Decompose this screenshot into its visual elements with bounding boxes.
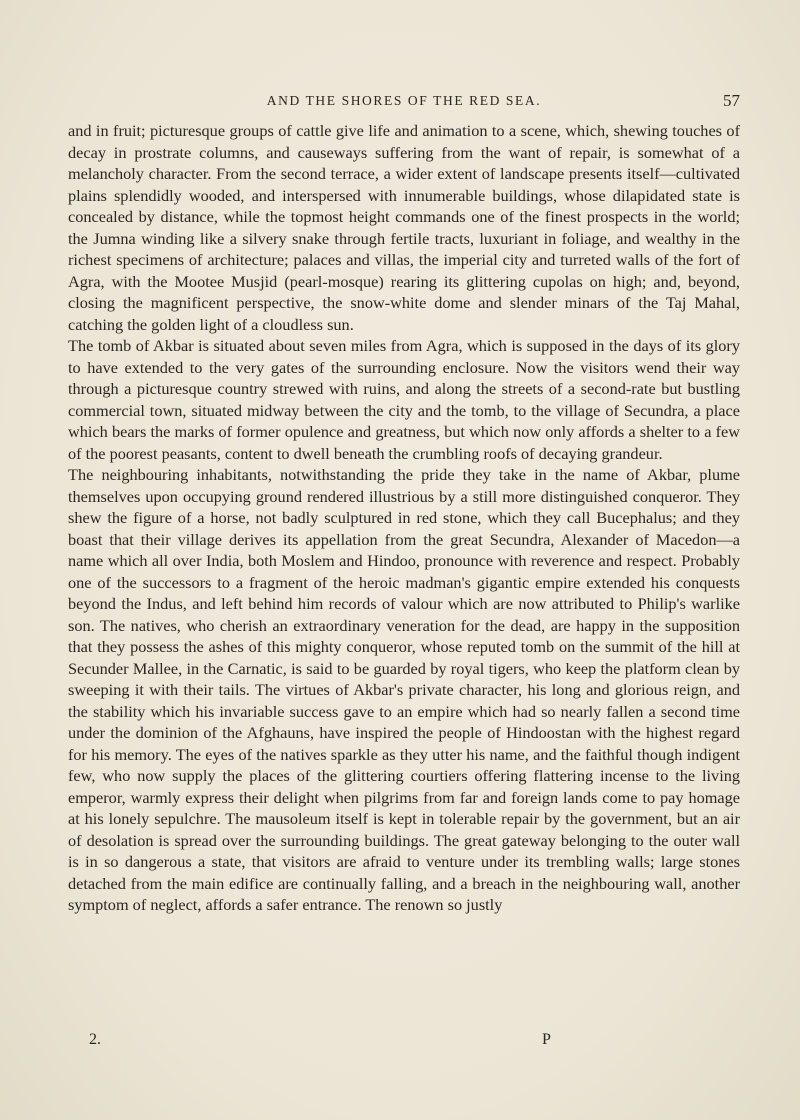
paragraph: and in fruit; picturesque groups of cattle give life and animation to a scene, which, shewing touches of decay in prostrate columns, and causeways suffering from the want of repair, is somewhat of a melancholy character. From the second terrace, a wider extent of landscape presents itself—cultivated plains splendidly wooded, and interspersed with innumerable buildings, whose dilapidated state is concealed by distance, while the topmost height commands one of the finest prospects in the world; the Jumna winding like a silvery snake through fertile tracts, luxuriant in foliage, and wealthy in the richest specimens of architecture; palaces and villas, the imperial city and turreted walls of the fort of Agra, with the Mootee Musjid (pearl-mosque) rearing its glittering cupolas on high; and, beyond, closing the magnificent perspective, the snow-white dome and slender minars of the Taj Mahal, catching the golden light of a cloudless sun. xyxy=(68,121,740,334)
page-header xyxy=(68,93,740,113)
volume-mark: 2. xyxy=(89,1031,101,1048)
signature-mark: P xyxy=(542,1031,551,1048)
running-title: AND THE SHORES OF THE RED SEA. xyxy=(266,93,542,108)
body-text xyxy=(68,120,740,916)
signature-line xyxy=(89,1031,739,1053)
paragraph: The neighbouring inhabitants, notwithstanding the pride they take in the name of Akbar, plume themselves upon occupying ground rendered illustrious by a still more distinguished conqueror. They shew the figure of a horse, not badly sculptured in red stone, which they call Bucephalus; and they boast that their village derives its appellation from the great Secundra, Alexander of Macedon—a name which all over India, both Moslem and Hindoo, pronounce with reverence and respect. Probably one of the successors to a fragment of the heroic madman's gigantic empire extended his conquests beyond the Indus, and left behind him records of valour which are now attributed to Philip's warlike son. The natives, who cherish an extraordinary veneration for the dead, are happy in the supposition that they possess the ashes of this mighty conqueror, whose reputed tomb on the summit of the hill at Secunder Mallee, in the Carnatic, is said to be guarded by royal tigers, who keep the platform clean by sweeping it with their tails. The virtues of Akbar's private character, his long and glorious reign, and the stability which his invariable success gave to an empire which had so nearly fallen a second time under the dominion of the Afghauns, have inspired the people of Hindoostan with the highest regard for his memory. The eyes of the natives sparkle as they utter his name, and the faithful though indigent few, who now supply the places of the glittering courtiers offering flattering incense to the living emperor, warmly express their delight when pilgrims from far and foreign lands come to pay homage at his lonely sepulchre. The mausoleum itself is kept in tolerable repair by the government, but an air of desolation is spread over the surrounding buildings. The great gateway belonging to the outer wall is in so dangerous a state, that visitors are afraid to venture under its trembling walls; large stones detached from the main edifice are continually falling, and a breach in the neighbouring wall, another symptom of neglect, affords a safer entrance. The renown so justly xyxy=(68,465,740,914)
paragraph: The tomb of Akbar is situated about seven miles from Agra, which is supposed in the days of its glory to have extended to the very gates of the surrounding enclosure. Now the visitors wend their way through a picturesque country strewed with ruins, and along the streets of a second-rate but bustling commercial town, situated midway between the city and the tomb, to the village of Secundra, a place which bears the marks of former opulence and greatness, but which now only affords a shelter to a few of the poorest peasants, content to dwell beneath the crumbling roofs of decaying grandeur. xyxy=(68,336,740,463)
page-number: 57 xyxy=(723,91,740,110)
